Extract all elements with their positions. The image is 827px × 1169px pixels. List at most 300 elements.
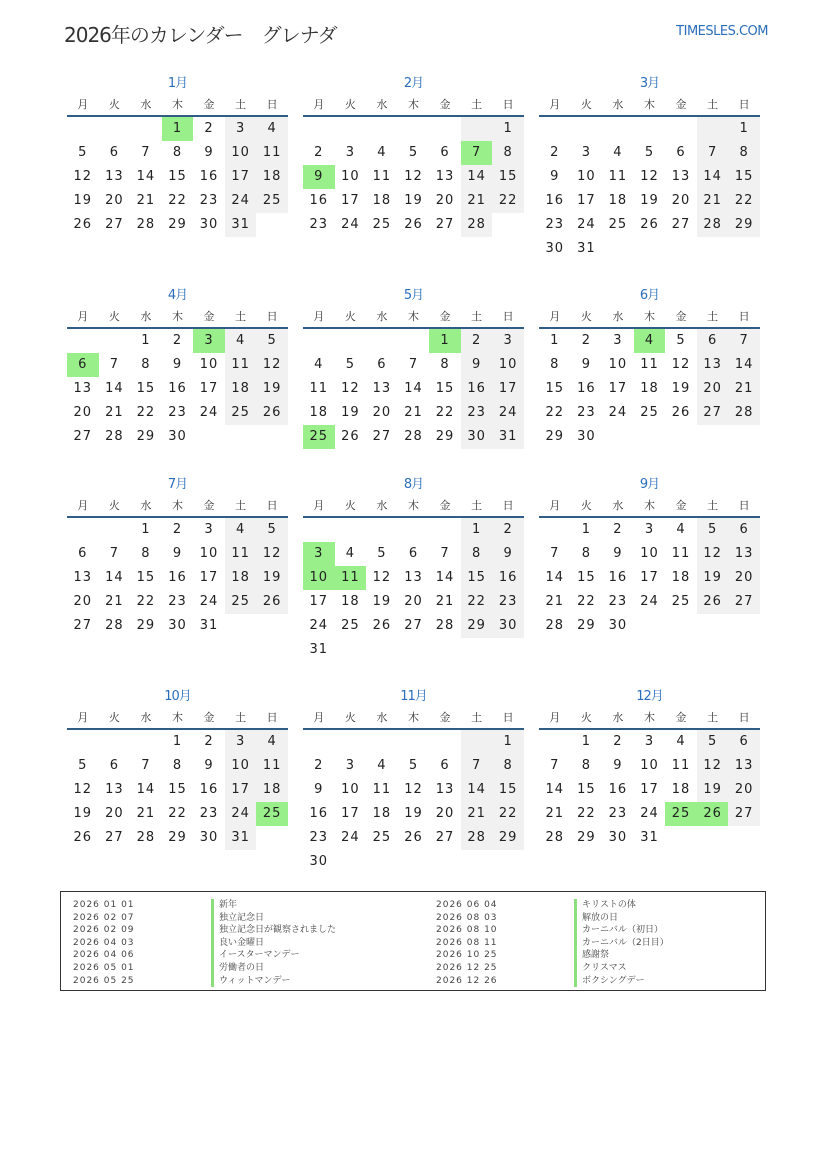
- month-12: [539, 686, 760, 850]
- day-cell: 29: [545, 429, 565, 444]
- day-cell: 24: [225, 802, 257, 826]
- day-cell: 28: [728, 401, 760, 425]
- day-cell: 10: [225, 754, 257, 778]
- weekday-label: 日: [502, 310, 514, 323]
- day-cell: 1: [162, 117, 194, 141]
- day-cell: 20: [728, 778, 760, 802]
- weekday-label: 金: [675, 499, 687, 512]
- day-cell: 26: [256, 401, 288, 425]
- day-cell: 16: [199, 169, 219, 184]
- day-cell: 8: [728, 141, 760, 165]
- day-cell: 8: [492, 754, 524, 778]
- month-name: 4月: [167, 288, 188, 303]
- weekday-label: 月: [549, 499, 561, 512]
- empty-cell: [665, 425, 697, 449]
- weekday-label: 土: [707, 98, 719, 111]
- holiday-date: 2026 02 09: [73, 925, 135, 936]
- holiday-date: 2026 04 06: [73, 950, 135, 961]
- day-cell: 26: [404, 830, 423, 845]
- weekday-label: 土: [471, 98, 483, 111]
- week-row: [67, 566, 288, 590]
- day-cell: 28: [435, 618, 455, 633]
- weekday-label: 木: [643, 310, 655, 323]
- holiday-name: クリスマス: [574, 962, 627, 975]
- day-cell: 28: [404, 429, 423, 444]
- weekday-header: [303, 95, 524, 117]
- day-cell: 7: [141, 145, 151, 160]
- legend-item: [73, 937, 403, 950]
- day-cell: 4: [314, 357, 324, 372]
- day-cell: 25: [341, 618, 360, 633]
- day-cell: 24: [640, 594, 659, 609]
- day-cell: 22: [435, 405, 455, 420]
- empty-cell: [130, 730, 162, 754]
- empty-cell: [366, 730, 398, 754]
- weekday-label: 月: [549, 310, 561, 323]
- day-cell: 17: [309, 594, 329, 609]
- day-cell: 21: [545, 594, 565, 609]
- legend-item: [436, 899, 766, 912]
- empty-cell: [99, 518, 131, 542]
- day-cell: 26: [256, 590, 288, 614]
- weekday-label: 水: [376, 711, 388, 724]
- day-cell: 20: [372, 405, 392, 420]
- day-cell: 5: [78, 145, 88, 160]
- day-cell: 19: [73, 806, 93, 821]
- week-row: [303, 778, 524, 802]
- day-cell: 7: [109, 357, 119, 372]
- empty-cell: [335, 638, 367, 662]
- day-cell: 5: [408, 758, 419, 773]
- day-cell: 18: [372, 806, 392, 821]
- day-cell: 6: [109, 758, 119, 773]
- day-cell: 11: [309, 381, 329, 396]
- weekday-label: 火: [580, 98, 592, 111]
- empty-cell: [665, 614, 697, 638]
- weekday-label: 土: [471, 310, 483, 323]
- empty-cell: [335, 850, 367, 874]
- week-row: [67, 518, 288, 542]
- day-cell: 2: [172, 522, 183, 537]
- week-row: [539, 141, 760, 165]
- day-cell: 7: [550, 546, 560, 561]
- week-row: [303, 638, 524, 662]
- empty-cell: [634, 425, 666, 449]
- day-cell: 19: [404, 193, 423, 208]
- holiday-legend: [60, 891, 766, 991]
- weekday-header: [67, 496, 288, 518]
- weekday-label: 火: [108, 499, 120, 512]
- legend-item: [436, 975, 766, 988]
- day-cell: 21: [728, 377, 760, 401]
- holiday-name: カーニバル（初日）: [574, 924, 663, 937]
- day-cell: 9: [172, 357, 183, 372]
- empty-cell: [461, 117, 493, 141]
- holiday-date: 2026 02 07: [73, 912, 135, 923]
- day-cell: 16: [461, 377, 493, 401]
- empty-cell: [697, 614, 729, 638]
- day-cell: 19: [341, 405, 360, 420]
- legend-item: [436, 924, 766, 937]
- day-cell: 20: [728, 566, 760, 590]
- weekday-label: 金: [439, 98, 451, 111]
- week-row: [303, 213, 524, 237]
- day-cell: 10: [640, 758, 659, 773]
- day-cell: 6: [67, 353, 99, 377]
- legend-item: [436, 937, 766, 950]
- weekday-label: 火: [580, 310, 592, 323]
- day-cell: 16: [309, 806, 329, 821]
- day-cell: 5: [676, 333, 686, 348]
- empty-cell: [665, 237, 697, 261]
- legend-column-right: [436, 899, 766, 987]
- day-cell: 27: [435, 217, 455, 232]
- legend-item: [436, 912, 766, 925]
- day-cell: 17: [225, 778, 257, 802]
- day-cell: 16: [309, 193, 329, 208]
- day-cell: 9: [204, 758, 214, 773]
- weekday-label: 水: [140, 499, 152, 512]
- day-cell: 31: [492, 425, 524, 449]
- day-cell: 31: [577, 241, 596, 256]
- day-cell: 24: [577, 217, 596, 232]
- day-cell: 27: [697, 401, 729, 425]
- day-cell: 28: [697, 213, 729, 237]
- weekday-label: 月: [313, 98, 325, 111]
- weekday-label: 月: [313, 499, 325, 512]
- day-cell: 27: [728, 590, 760, 614]
- day-cell: 2: [461, 329, 493, 353]
- holiday-date: 2026 05 01: [73, 962, 135, 973]
- weekday-label: 日: [738, 711, 750, 724]
- weekday-label: 月: [77, 711, 89, 724]
- day-cell: 19: [640, 193, 659, 208]
- weekday-label: 土: [235, 310, 247, 323]
- empty-cell: [634, 614, 666, 638]
- weekday-label: 日: [266, 310, 278, 323]
- weekday-label: 日: [266, 711, 278, 724]
- weekday-label: 水: [376, 98, 388, 111]
- week-row: [539, 353, 760, 377]
- empty-cell: [256, 614, 288, 638]
- day-cell: 25: [256, 802, 288, 826]
- weekday-label: 金: [675, 310, 687, 323]
- day-cell: 28: [105, 429, 124, 444]
- day-cell: 29: [728, 213, 760, 237]
- month-name: 10月: [164, 689, 191, 704]
- week-row: [539, 377, 760, 401]
- day-cell: 18: [225, 566, 257, 590]
- weekday-header: [539, 95, 760, 117]
- holiday-name: イースターマンデー: [211, 949, 300, 962]
- day-cell: 21: [461, 189, 493, 213]
- week-row: [539, 329, 760, 353]
- day-cell: 1: [141, 522, 151, 537]
- day-cell: 22: [728, 189, 760, 213]
- week-row: [539, 237, 760, 261]
- weekday-label: 水: [140, 711, 152, 724]
- day-cell: 11: [256, 754, 288, 778]
- day-cell: 17: [341, 193, 360, 208]
- day-cell: 20: [697, 377, 729, 401]
- empty-cell: [335, 518, 367, 542]
- weekday-label: 日: [266, 98, 278, 111]
- weekday-header: [67, 95, 288, 117]
- week-row: [67, 754, 288, 778]
- empty-cell: [571, 117, 603, 141]
- week-row: [539, 518, 760, 542]
- weekday-label: 水: [376, 499, 388, 512]
- day-cell: 5: [644, 145, 655, 160]
- day-cell: 14: [545, 782, 565, 797]
- day-cell: 19: [256, 566, 288, 590]
- day-cell: 3: [204, 522, 214, 537]
- week-row: [67, 590, 288, 614]
- week-row: [303, 353, 524, 377]
- weekday-label: 日: [502, 711, 514, 724]
- empty-cell: [366, 117, 398, 141]
- day-cell: 27: [372, 429, 392, 444]
- day-cell: 2: [204, 121, 214, 136]
- day-cell: 7: [697, 141, 729, 165]
- weekday-label: 土: [235, 98, 247, 111]
- day-cell: 26: [73, 830, 93, 845]
- holiday-name: 新年: [211, 899, 237, 912]
- day-cell: 16: [577, 381, 596, 396]
- week-row: [539, 590, 760, 614]
- day-cell: 9: [613, 546, 623, 561]
- weekday-label: 木: [171, 98, 183, 111]
- day-cell: 27: [435, 830, 455, 845]
- day-cell: 18: [372, 193, 392, 208]
- day-cell: 3: [345, 145, 355, 160]
- day-cell: 21: [461, 802, 493, 826]
- week-row: [67, 353, 288, 377]
- empty-cell: [398, 850, 430, 874]
- holiday-name: キリストの体: [574, 899, 636, 912]
- weekday-label: 火: [108, 310, 120, 323]
- day-cell: 14: [728, 353, 760, 377]
- day-cell: 19: [697, 566, 729, 590]
- day-cell: 9: [303, 165, 335, 189]
- day-cell: 11: [640, 357, 659, 372]
- day-cell: 13: [728, 542, 760, 566]
- day-cell: 25: [671, 594, 691, 609]
- day-cell: 22: [168, 806, 187, 821]
- month-name: 2月: [403, 76, 424, 91]
- day-cell: 13: [435, 169, 455, 184]
- day-cell: 13: [671, 169, 691, 184]
- day-cell: 27: [105, 830, 124, 845]
- day-cell: 4: [256, 730, 288, 754]
- day-cell: 20: [105, 806, 124, 821]
- empty-cell: [256, 826, 288, 850]
- day-cell: 10: [199, 357, 219, 372]
- week-row: [67, 826, 288, 850]
- empty-cell: [193, 425, 225, 449]
- day-cell: 21: [697, 189, 729, 213]
- legend-item: [73, 924, 403, 937]
- day-cell: 23: [168, 594, 187, 609]
- day-cell: 20: [404, 594, 423, 609]
- month-4: [67, 285, 288, 449]
- weekday-label: 木: [407, 499, 419, 512]
- day-cell: 14: [136, 169, 156, 184]
- empty-cell: [602, 425, 634, 449]
- day-cell: 13: [73, 570, 93, 585]
- day-cell: 8: [141, 546, 151, 561]
- day-cell: 1: [429, 329, 461, 353]
- week-row: [303, 542, 524, 566]
- legend-item: [73, 949, 403, 962]
- day-cell: 23: [199, 806, 219, 821]
- day-cell: 11: [372, 782, 392, 797]
- weekday-header: [539, 307, 760, 329]
- legend-item: [73, 899, 403, 912]
- empty-cell: [99, 730, 131, 754]
- day-cell: 29: [435, 429, 455, 444]
- week-row: [303, 590, 524, 614]
- month-9: [539, 474, 760, 638]
- empty-cell: [366, 638, 398, 662]
- day-cell: 4: [676, 522, 686, 537]
- holiday-name: カーニバル（2日目）: [574, 937, 669, 950]
- week-row: [67, 614, 288, 638]
- empty-cell: [335, 730, 367, 754]
- day-cell: 5: [408, 145, 419, 160]
- day-cell: 7: [550, 758, 560, 773]
- week-row: [539, 425, 760, 449]
- day-cell: 9: [613, 758, 623, 773]
- holiday-date: 2026 12 25: [436, 962, 498, 973]
- holiday-name: ボクシングデー: [574, 975, 645, 988]
- weekday-label: 土: [471, 711, 483, 724]
- day-cell: 27: [671, 217, 691, 232]
- day-cell: 14: [697, 165, 729, 189]
- day-cell: 23: [492, 590, 524, 614]
- week-row: [67, 189, 288, 213]
- week-row: [67, 730, 288, 754]
- empty-cell: [429, 730, 461, 754]
- day-cell: 27: [404, 618, 423, 633]
- day-cell: 23: [608, 594, 628, 609]
- day-cell: 29: [577, 830, 596, 845]
- day-cell: 18: [256, 778, 288, 802]
- empty-cell: [398, 117, 430, 141]
- empty-cell: [225, 614, 257, 638]
- day-cell: 6: [697, 329, 729, 353]
- day-cell: 16: [545, 193, 565, 208]
- day-cell: 21: [105, 405, 124, 420]
- day-cell: 15: [492, 165, 524, 189]
- day-cell: 14: [461, 778, 493, 802]
- weekday-label: 水: [376, 310, 388, 323]
- day-cell: 8: [581, 758, 591, 773]
- weekday-label: 金: [203, 499, 215, 512]
- day-cell: 3: [644, 734, 655, 749]
- day-cell: 7: [109, 546, 119, 561]
- day-cell: 26: [671, 405, 691, 420]
- day-cell: 30: [168, 618, 187, 633]
- day-cell: 7: [728, 329, 760, 353]
- weekday-label: 金: [203, 98, 215, 111]
- weekday-label: 金: [439, 711, 451, 724]
- day-cell: 24: [199, 594, 219, 609]
- empty-cell: [335, 117, 367, 141]
- empty-cell: [67, 730, 99, 754]
- empty-cell: [461, 850, 493, 874]
- week-row: [539, 189, 760, 213]
- day-cell: 25: [225, 401, 257, 425]
- legend-item: [436, 962, 766, 975]
- day-cell: 27: [73, 618, 93, 633]
- legend-item: [73, 975, 403, 988]
- day-cell: 26: [372, 618, 392, 633]
- day-cell: 23: [608, 806, 628, 821]
- empty-cell: [99, 329, 131, 353]
- weekday-label: 火: [580, 711, 592, 724]
- day-cell: 6: [408, 546, 419, 561]
- weekday-label: 金: [203, 310, 215, 323]
- day-cell: 28: [136, 830, 156, 845]
- day-cell: 14: [105, 570, 124, 585]
- day-cell: 13: [404, 570, 423, 585]
- day-cell: 31: [640, 830, 659, 845]
- day-cell: 8: [172, 758, 183, 773]
- day-cell: 2: [550, 145, 560, 160]
- empty-cell: [303, 117, 335, 141]
- day-cell: 5: [377, 546, 387, 561]
- day-cell: 10: [199, 546, 219, 561]
- empty-cell: [256, 213, 288, 237]
- day-cell: 30: [199, 217, 219, 232]
- day-cell: 22: [136, 405, 156, 420]
- day-cell: 17: [640, 570, 659, 585]
- day-cell: 13: [697, 353, 729, 377]
- day-cell: 12: [640, 169, 659, 184]
- empty-cell: [366, 518, 398, 542]
- day-cell: 19: [697, 778, 729, 802]
- holiday-date: 2026 10 25: [436, 950, 498, 961]
- empty-cell: [539, 117, 571, 141]
- month-7: [67, 474, 288, 638]
- day-cell: 5: [697, 518, 729, 542]
- weekday-label: 日: [738, 98, 750, 111]
- day-cell: 4: [345, 546, 355, 561]
- weekday-label: 月: [77, 98, 89, 111]
- weekday-header: [539, 708, 760, 730]
- empty-cell: [303, 518, 335, 542]
- empty-cell: [398, 730, 430, 754]
- week-row: [303, 614, 524, 638]
- day-cell: 23: [168, 405, 187, 420]
- day-cell: 22: [136, 594, 156, 609]
- day-cell: 30: [577, 429, 596, 444]
- day-cell: 15: [577, 782, 596, 797]
- day-cell: 22: [461, 590, 493, 614]
- week-row: [303, 754, 524, 778]
- weekday-label: 土: [471, 499, 483, 512]
- day-cell: 23: [577, 405, 596, 420]
- day-cell: 12: [256, 542, 288, 566]
- empty-cell: [335, 329, 367, 353]
- weekday-label: 金: [675, 98, 687, 111]
- legend-column-left: [73, 899, 403, 987]
- site-name[interactable]: TIMESLES.COM: [676, 24, 768, 39]
- empty-cell: [398, 518, 430, 542]
- day-cell: 23: [309, 217, 329, 232]
- day-cell: 9: [581, 357, 591, 372]
